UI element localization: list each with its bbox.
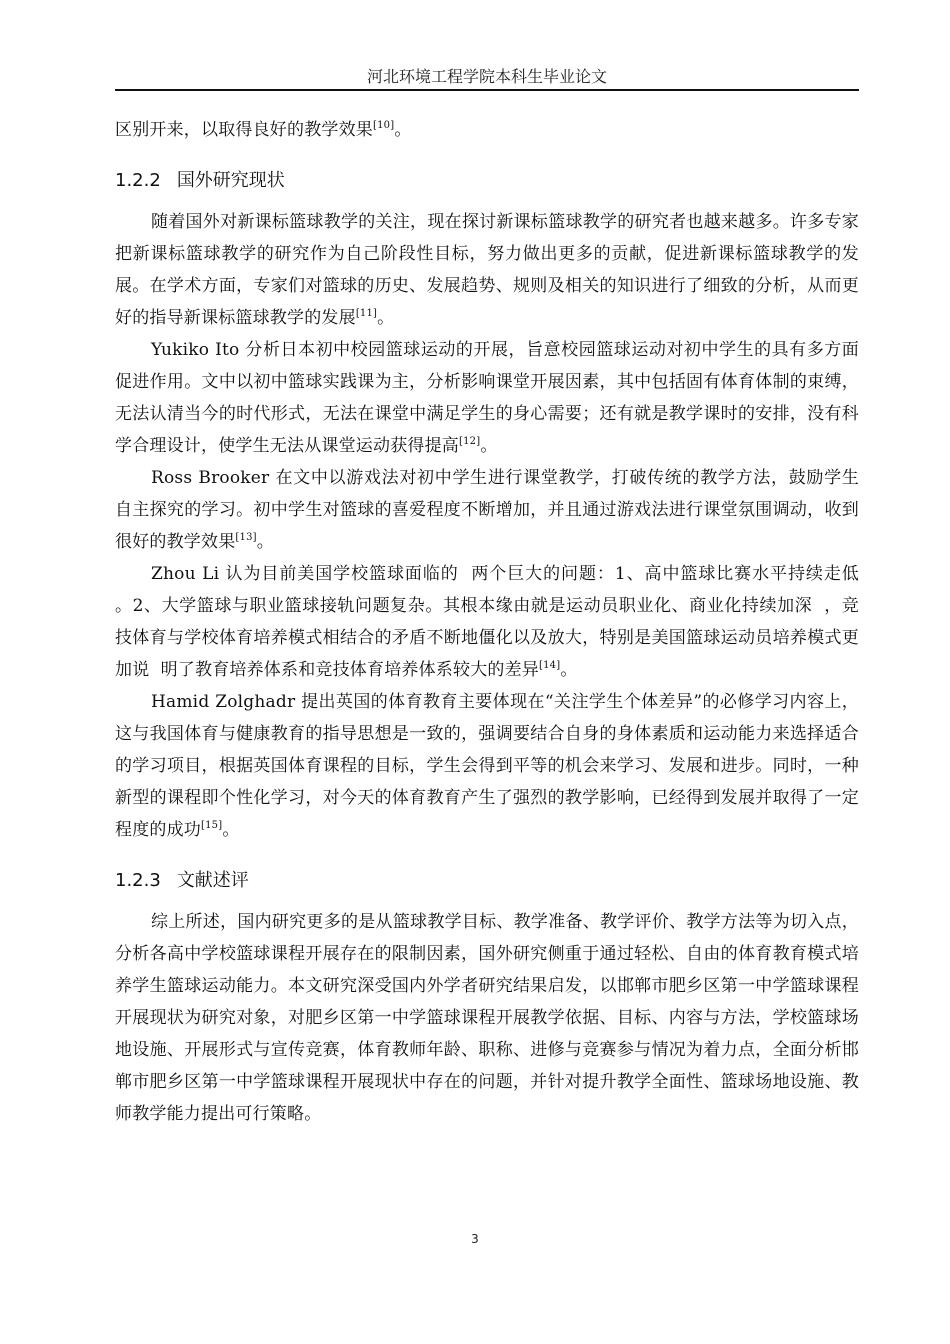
citation-ref: [15] [201, 820, 223, 831]
paragraph-ross-brooker [115, 462, 859, 558]
paragraph-text: Zhou Li 认为目前美国学校篮球面临的 两个巨大的问题：1、高中篮球比赛水平持续走低 。2、大学篮球与职业篮球接轨问题复杂。其根本缘由就是运动员职业化、商业化持续加深 ，竞技体育与学校体育培养模式相结合的矛盾不断地僵化以及放大，特别是美国篮球运动员培养模式更加说 明了教育培养体系和竞技体育培养体系较大的差异 [115, 564, 871, 680]
section-title: 国外研究现状 [176, 170, 285, 191]
page-number: 3 [471, 1232, 479, 1246]
paragraph-text: Ross Brooker 在文中以游戏法对初中学生进行课堂教学，打破传统的教学方法，鼓励学生自主探究的学习。初中学生对篮球的喜爱程度不断增加，并且通过游戏法进行课堂氛围调动，收到很好的教学效果 [115, 468, 859, 552]
header-rule [115, 89, 859, 91]
paragraph-end: 。 [222, 820, 240, 840]
paragraph-end: 。 [394, 120, 412, 140]
paragraph-zhou-li [115, 558, 871, 686]
paragraph-end: 。 [377, 308, 395, 328]
section-heading-1-2-3 [115, 866, 859, 896]
citation-ref: [11] [355, 308, 378, 319]
citation-ref: [10] [373, 120, 395, 131]
citation-ref: [12] [459, 436, 481, 447]
section-title: 文献述评 [176, 870, 249, 891]
document-body [115, 114, 871, 1130]
paragraph-text: 区别开来，以取得良好的教学效果 [115, 120, 373, 140]
section-number: 1.2.3 [115, 870, 161, 891]
paragraph-text: 随着国外对新课标篮球教学的关注，现在探讨新课标篮球教学的研究者也越来越多。许多专家把新课标篮球教学的研究作为自己阶段性目标，努力做出更多的贡献，促进新课标篮球教学的发展。在学术方面，专家们对篮球的历史、发展趋势、规则及相关的知识进行了细致的分析，从而更好的指导新课标篮球教学的发展 [115, 212, 859, 328]
paragraph-hamid-zolghadr [115, 686, 859, 846]
paragraph-end: 。 [256, 532, 274, 552]
paragraph-continuation [115, 114, 859, 146]
section-heading-1-2-2 [115, 166, 859, 196]
paragraph-end: 。 [560, 660, 578, 680]
citation-ref: [14] [539, 660, 561, 671]
citation-ref: [13] [235, 532, 257, 543]
paragraph-end: 。 [480, 436, 498, 456]
paragraph-foreign-overview [115, 206, 859, 334]
paragraph-yukiko-ito [115, 334, 859, 462]
paragraph-text: Hamid Zolghadr 提出英国的体育教育主要体现在“关注学生个体差异”的必修学习内容上，这与我国体育与健康教育的指导思想是一致的，强调要结合自身的身体素质和运动能力来选择适合的学习项目，根据英国体育课程的目标，学生会得到平等的机会来学习、发展和进步。同时，一种新型的课程即个性化学习，对今天的体育教育产生了强烈的教学影响，已经得到发展并取得了一定程度的成功 [115, 692, 859, 840]
page-header: 河北环境工程学院本科生毕业论文 [366, 67, 607, 86]
paragraph-text: Yukiko Ito 分析日本初中校园篮球运动的开展，旨意校园篮球运动对初中学生的具有多方面促进作用。文中以初中篮球实践课为主，分析影响课堂开展因素，其中包括固有体育体制的束缚，无法认清当今的时代形式，无法在课堂中满足学生的身心需要；还有就是教学课时的安排，没有科学合理设计，使学生无法从课堂运动获得提高 [115, 340, 859, 456]
paragraph-literature-review [115, 906, 859, 1130]
section-number: 1.2.2 [115, 170, 161, 191]
paragraph-text: 综上所述，国内研究更多的是从篮球教学目标、教学准备、教学评价、教学方法等为切入点，分析各高中学校篮球课程开展存在的限制因素，国外研究侧重于通过轻松、自由的体育教育模式培养学生篮球运动能力。本文研究深受国内外学者研究结果启发，以邯郸市肥乡区第一中学篮球课程开展现状为研究对象，对肥乡区第一中学篮球课程开展教学依据、目标、内容与方法，学校篮球场地设施、开展形式与宣传竞赛，体育教师年龄、职称、进修与竞赛参与情况为着力点，全面分析邯郸市肥乡区第一中学篮球课程开展现状中存在的问题，并针对提升教学全面性、篮球场地设施、教师教学能力提出可行策略。 [115, 912, 859, 1124]
